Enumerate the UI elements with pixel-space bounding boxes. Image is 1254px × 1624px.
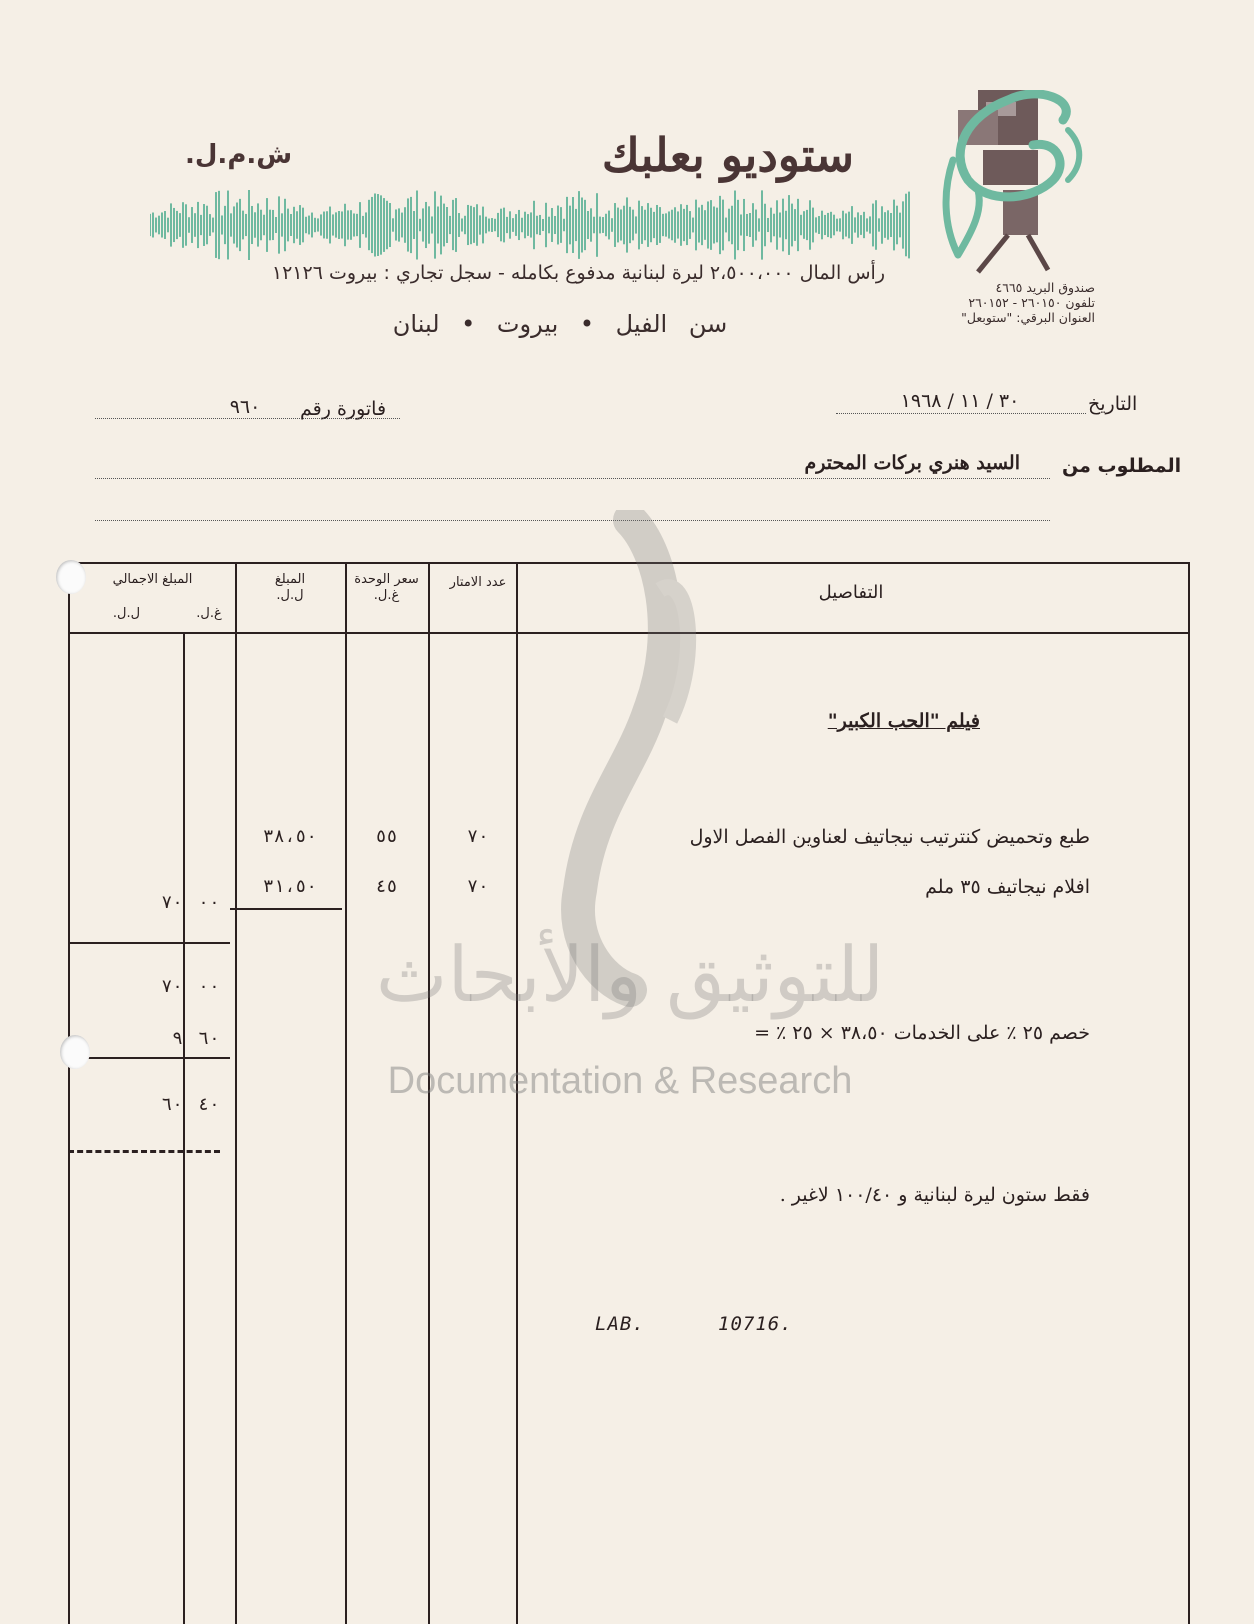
row-1-meters: ٧٠ — [467, 826, 489, 847]
phone: تلفون ٢٦٠١٥٠ - ٢٦٠١٥٢ — [968, 295, 1095, 310]
total-4-piasters: ٤٠ — [198, 1094, 220, 1115]
date-value: ٣٠ / ١١ / ١٩٦٨ — [900, 390, 1020, 412]
lab-number: 10716. — [718, 1313, 793, 1335]
invoice-number: ٩٦٠ — [229, 396, 261, 418]
total-2-pounds: ٧٠ — [161, 976, 183, 997]
address-line: سن الفيل • بيروت • لبنان — [392, 310, 728, 338]
row-2-amount: ٣١،٥٠ — [262, 876, 318, 897]
capital-line: رأس المال ٢،٥٠٠،٠٠٠ ليرة لبنانية مدفوع بكامله - سجل تجاري : بيروت ١٢١٢٦ — [271, 262, 885, 284]
requested-from-value: السيد هنري بركات المحترم — [804, 452, 1020, 474]
total-1-piasters: ٠٠ — [198, 892, 220, 913]
punch-hole-top — [56, 560, 86, 594]
header-unit-price-label: سعر الوحدة — [354, 572, 419, 587]
invoice-dotted-line — [95, 418, 400, 419]
total-final-dashed-line — [68, 1150, 220, 1153]
header-details: التفاصيل — [818, 582, 884, 603]
row-2-detail: افلام نيجاتيف ٣٥ ملم — [925, 876, 1090, 898]
watermark-latin: Documentation & Research — [387, 1060, 853, 1102]
total-4-pounds: ٦٠ — [161, 1094, 183, 1115]
header-amount-label: المبلغ — [274, 572, 306, 587]
discount-line: خصم ٢٥ ٪ على الخدمات ٣٨،٥٠ × ٢٥ ٪ = — [754, 1022, 1090, 1044]
po-box: صندوق البريد ٤٦٦٥ — [995, 280, 1095, 295]
header-total-pounds: ل.ل. — [112, 606, 141, 621]
row-2-meters: ٧٠ — [467, 876, 489, 897]
col-divider-total-sub — [183, 632, 185, 1624]
header-unit-price-unit: غ.ل. — [373, 588, 400, 603]
header-amount — [235, 572, 345, 604]
header-total-piasters: غ.ل. — [196, 606, 222, 621]
film-title: فيلم "الحب الكبير" — [827, 710, 980, 732]
total-1-pounds: ٧٠ — [161, 892, 183, 913]
date-label: التاريخ — [1088, 393, 1138, 415]
header-meters: عدد الامتار — [449, 575, 507, 590]
row-2-unit-price: ٤٥ — [375, 876, 398, 897]
punch-hole-bottom — [60, 1035, 90, 1069]
sound-wave-graphic — [150, 190, 910, 260]
invoice-label: فاتورة رقم — [300, 398, 387, 420]
amount-sum-underline — [230, 908, 342, 910]
watermark-arabic: للتوثيق والأبحاث — [375, 930, 885, 1019]
telegraph-address: العنوان البرقي: "ستوبعل" — [961, 310, 1095, 325]
studio-logo — [938, 90, 1088, 275]
header-underline — [68, 632, 1188, 634]
total-2-piasters: ٠٠ — [198, 976, 220, 997]
total-separator-2 — [68, 1057, 230, 1059]
lab-label: LAB. — [595, 1313, 645, 1335]
header-unit-price — [345, 572, 428, 604]
company-name: ستوديو بعلبك — [601, 128, 854, 182]
requested-from-dotted-line — [95, 478, 1050, 479]
col-divider-amount — [235, 562, 237, 1624]
row-1-detail: طبع وتحميض كنترتيب نيجاتيف لعناوين الفصل الاول — [689, 826, 1090, 848]
row-1-amount: ٣٨،٥٠ — [262, 826, 318, 847]
total-separator-1 — [68, 942, 230, 944]
header-total: المبلغ الاجمالي — [112, 572, 193, 587]
header-amount-unit: ل.ل. — [276, 588, 304, 603]
amount-in-words: فقط ستون ليرة لبنانية و ١٠٠/٤٠ لاغير . — [779, 1184, 1090, 1206]
blank-dotted-line — [95, 520, 1050, 521]
contact-block — [935, 280, 1095, 325]
total-3-pounds: ٩ — [172, 1028, 183, 1049]
company-type: ش.م.ل. — [185, 140, 293, 170]
date-dotted-line — [836, 413, 1086, 414]
total-3-piasters: ٦٠ — [198, 1028, 220, 1049]
requested-from-label: المطلوب من — [1062, 455, 1182, 477]
row-1-unit-price: ٥٥ — [375, 826, 398, 847]
